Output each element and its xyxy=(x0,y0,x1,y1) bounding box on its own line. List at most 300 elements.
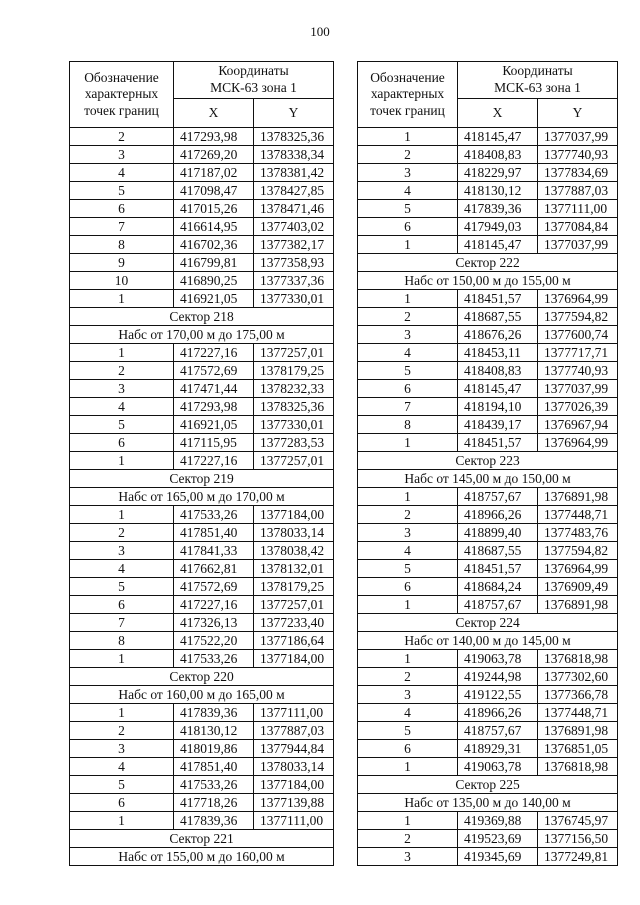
table-row xyxy=(70,416,334,434)
table-row xyxy=(70,722,334,740)
y-coordinate-cell: 1377600,74 xyxy=(538,326,618,344)
section-label: Набс от 140,00 м до 145,00 м xyxy=(358,632,618,650)
section-row xyxy=(70,668,334,686)
table-row xyxy=(358,722,618,740)
point-number-cell: 2 xyxy=(358,308,458,326)
y-coordinate-cell: 1377382,17 xyxy=(254,236,334,254)
section-row xyxy=(70,830,334,848)
point-label-line: Обозначение xyxy=(84,70,159,86)
x-coordinate-cell: 419345,69 xyxy=(458,848,538,866)
table-row xyxy=(70,290,334,308)
table-row xyxy=(70,740,334,758)
point-number-cell: 5 xyxy=(70,578,174,596)
x-coordinate-cell: 418229,97 xyxy=(458,164,538,182)
y-coordinate-cell: 1377249,81 xyxy=(538,848,618,866)
point-number-cell: 1 xyxy=(358,812,458,830)
x-coordinate-cell: 417949,03 xyxy=(458,218,538,236)
point-number-cell: 1 xyxy=(358,650,458,668)
y-coordinate-cell: 1377403,02 xyxy=(254,218,334,236)
y-coordinate-cell: 1377594,82 xyxy=(538,308,618,326)
section-row xyxy=(70,470,334,488)
x-coordinate-cell: 417851,40 xyxy=(174,758,254,776)
point-number-cell: 8 xyxy=(358,416,458,434)
y-coordinate-cell: 1377944,84 xyxy=(254,740,334,758)
y-coordinate-cell: 1377257,01 xyxy=(254,344,334,362)
x-coordinate-cell: 418145,47 xyxy=(458,380,538,398)
table-row xyxy=(70,776,334,794)
section-row xyxy=(358,632,618,650)
y-coordinate-cell: 1377330,01 xyxy=(254,290,334,308)
point-number-cell: 2 xyxy=(70,128,174,146)
x-coordinate-cell: 417533,26 xyxy=(174,650,254,668)
x-coordinate-cell: 418145,47 xyxy=(458,128,538,146)
table-row xyxy=(70,596,334,614)
point-number-cell: 5 xyxy=(358,362,458,380)
x-coordinate-cell: 418684,24 xyxy=(458,578,538,596)
x-coordinate-cell: 418687,55 xyxy=(458,308,538,326)
point-label-header xyxy=(358,62,458,128)
y-coordinate-cell: 1376891,98 xyxy=(538,488,618,506)
x-coordinate-cell: 417187,02 xyxy=(174,164,254,182)
table-row xyxy=(70,218,334,236)
x-coordinate-cell: 418194,10 xyxy=(458,398,538,416)
point-number-cell: 6 xyxy=(358,380,458,398)
y-coordinate-cell: 1377483,76 xyxy=(538,524,618,542)
section-row xyxy=(70,326,334,344)
x-coordinate-cell: 417718,26 xyxy=(174,794,254,812)
table-row xyxy=(70,434,334,452)
y-column-header: Y xyxy=(538,99,618,128)
x-coordinate-cell: 417227,16 xyxy=(174,344,254,362)
y-coordinate-cell: 1377448,71 xyxy=(538,506,618,524)
y-coordinate-cell: 1376909,49 xyxy=(538,578,618,596)
point-number-cell: 6 xyxy=(358,578,458,596)
y-coordinate-cell: 1376818,98 xyxy=(538,650,618,668)
table-row xyxy=(70,398,334,416)
x-coordinate-cell: 417227,16 xyxy=(174,452,254,470)
section-label: Набс от 160,00 м до 165,00 м xyxy=(70,686,334,704)
y-coordinate-cell: 1377233,40 xyxy=(254,614,334,632)
y-coordinate-cell: 1377111,00 xyxy=(538,200,618,218)
coordinate-system-header xyxy=(458,62,618,99)
y-coordinate-cell: 1376851,05 xyxy=(538,740,618,758)
point-number-cell: 2 xyxy=(70,362,174,380)
point-number-cell: 1 xyxy=(358,488,458,506)
x-coordinate-cell: 418130,12 xyxy=(174,722,254,740)
table-row xyxy=(358,596,618,614)
point-number-cell: 4 xyxy=(70,164,174,182)
table-row xyxy=(358,686,618,704)
y-coordinate-cell: 1378232,33 xyxy=(254,380,334,398)
y-coordinate-cell: 1376745,97 xyxy=(538,812,618,830)
y-coordinate-cell: 1377156,50 xyxy=(538,830,618,848)
point-label-line: характерных xyxy=(370,86,445,102)
table-row xyxy=(358,830,618,848)
x-coordinate-cell: 418451,57 xyxy=(458,434,538,452)
x-coordinate-cell: 418757,67 xyxy=(458,722,538,740)
system-line: МСК-63 зона 1 xyxy=(210,80,297,95)
x-coordinate-cell: 418145,47 xyxy=(458,236,538,254)
x-coordinate-cell: 417572,69 xyxy=(174,578,254,596)
section-label: Набс от 145,00 м до 150,00 м xyxy=(358,470,618,488)
point-number-cell: 3 xyxy=(70,146,174,164)
point-number-cell: 1 xyxy=(358,236,458,254)
table-row xyxy=(70,146,334,164)
table-row xyxy=(358,524,618,542)
x-coordinate-cell: 418408,83 xyxy=(458,146,538,164)
y-coordinate-cell: 1376967,94 xyxy=(538,416,618,434)
section-row xyxy=(358,470,618,488)
y-coordinate-cell: 1376964,99 xyxy=(538,434,618,452)
point-number-cell: 2 xyxy=(70,524,174,542)
point-number-cell: 5 xyxy=(70,416,174,434)
table-row xyxy=(70,812,334,830)
point-number-cell: 5 xyxy=(70,182,174,200)
x-coordinate-cell: 419244,98 xyxy=(458,668,538,686)
point-number-cell: 3 xyxy=(358,164,458,182)
y-coordinate-cell: 1377740,93 xyxy=(538,146,618,164)
y-coordinate-cell: 1377084,84 xyxy=(538,218,618,236)
table-row xyxy=(358,164,618,182)
point-number-cell: 1 xyxy=(358,128,458,146)
table-row xyxy=(358,398,618,416)
x-coordinate-cell: 419369,88 xyxy=(458,812,538,830)
table-row xyxy=(358,812,618,830)
point-label-line: точек границ xyxy=(370,102,445,118)
x-coordinate-cell: 417326,13 xyxy=(174,614,254,632)
x-coordinate-cell: 418439,17 xyxy=(458,416,538,434)
y-coordinate-cell: 1378033,14 xyxy=(254,524,334,542)
x-coordinate-cell: 416921,05 xyxy=(174,290,254,308)
y-coordinate-cell: 1378033,14 xyxy=(254,758,334,776)
section-label: Сектор 219 xyxy=(70,470,334,488)
point-number-cell: 4 xyxy=(358,182,458,200)
x-coordinate-cell: 417839,36 xyxy=(174,812,254,830)
x-coordinate-cell: 418453,11 xyxy=(458,344,538,362)
point-number-cell: 4 xyxy=(70,398,174,416)
table-row xyxy=(358,506,618,524)
y-coordinate-cell: 1377186,64 xyxy=(254,632,334,650)
y-coordinate-cell: 1377448,71 xyxy=(538,704,618,722)
table-row xyxy=(358,758,618,776)
section-label: Набс от 135,00 м до 140,00 м xyxy=(358,794,618,812)
table-row xyxy=(358,578,618,596)
section-label: Сектор 223 xyxy=(358,452,618,470)
table-row xyxy=(70,128,334,146)
section-row xyxy=(358,794,618,812)
table-row xyxy=(70,542,334,560)
point-number-cell: 4 xyxy=(358,704,458,722)
point-label-header xyxy=(70,62,174,128)
table-row xyxy=(358,560,618,578)
x-coordinate-cell: 416702,36 xyxy=(174,236,254,254)
x-coordinate-cell: 417851,40 xyxy=(174,524,254,542)
point-number-cell: 5 xyxy=(70,776,174,794)
point-number-cell: 1 xyxy=(358,596,458,614)
y-coordinate-cell: 1377887,03 xyxy=(538,182,618,200)
y-coordinate-cell: 1377330,01 xyxy=(254,416,334,434)
point-number-cell: 1 xyxy=(70,452,174,470)
x-coordinate-cell: 418451,57 xyxy=(458,560,538,578)
x-coordinate-cell: 416890,25 xyxy=(174,272,254,290)
y-coordinate-cell: 1377257,01 xyxy=(254,452,334,470)
x-coordinate-cell: 418019,86 xyxy=(174,740,254,758)
table-row xyxy=(70,650,334,668)
point-number-cell: 1 xyxy=(70,650,174,668)
table-row xyxy=(70,794,334,812)
x-coordinate-cell: 417533,26 xyxy=(174,506,254,524)
y-coordinate-cell: 1378179,25 xyxy=(254,362,334,380)
point-number-cell: 3 xyxy=(70,380,174,398)
x-coordinate-cell: 417572,69 xyxy=(174,362,254,380)
section-row xyxy=(70,686,334,704)
section-row xyxy=(70,488,334,506)
section-row xyxy=(358,452,618,470)
table-row xyxy=(70,200,334,218)
x-coordinate-cell: 417227,16 xyxy=(174,596,254,614)
x-coordinate-cell: 418687,55 xyxy=(458,542,538,560)
section-label: Сектор 222 xyxy=(358,254,618,272)
section-row xyxy=(70,308,334,326)
point-number-cell: 4 xyxy=(358,542,458,560)
x-coordinate-cell: 417839,36 xyxy=(174,704,254,722)
x-coordinate-cell: 419063,78 xyxy=(458,650,538,668)
coordinate-system-header xyxy=(174,62,334,99)
x-coordinate-cell: 419523,69 xyxy=(458,830,538,848)
y-coordinate-cell: 1376964,99 xyxy=(538,560,618,578)
table-row xyxy=(358,218,618,236)
point-number-cell: 5 xyxy=(358,560,458,578)
y-coordinate-cell: 1378325,36 xyxy=(254,128,334,146)
table-row xyxy=(358,362,618,380)
table-row xyxy=(70,614,334,632)
table-row xyxy=(358,434,618,452)
y-coordinate-cell: 1377366,78 xyxy=(538,686,618,704)
section-row xyxy=(358,272,618,290)
point-number-cell: 7 xyxy=(70,614,174,632)
x-coordinate-cell: 417098,47 xyxy=(174,182,254,200)
x-coordinate-cell: 416614,95 xyxy=(174,218,254,236)
table-row xyxy=(358,128,618,146)
point-number-cell: 2 xyxy=(358,830,458,848)
section-label: Набс от 150,00 м до 155,00 м xyxy=(358,272,618,290)
y-coordinate-cell: 1377302,60 xyxy=(538,668,618,686)
y-coordinate-cell: 1376891,98 xyxy=(538,596,618,614)
table-row xyxy=(70,164,334,182)
x-coordinate-cell: 417841,33 xyxy=(174,542,254,560)
y-coordinate-cell: 1378381,42 xyxy=(254,164,334,182)
point-number-cell: 6 xyxy=(70,794,174,812)
table-row xyxy=(358,344,618,362)
point-number-cell: 3 xyxy=(358,686,458,704)
coordinates-table-left xyxy=(69,61,334,866)
y-coordinate-cell: 1376818,98 xyxy=(538,758,618,776)
table-row xyxy=(70,758,334,776)
table-row xyxy=(70,452,334,470)
point-number-cell: 7 xyxy=(358,398,458,416)
y-coordinate-cell: 1378325,36 xyxy=(254,398,334,416)
y-coordinate-cell: 1377257,01 xyxy=(254,596,334,614)
point-number-cell: 2 xyxy=(358,668,458,686)
point-number-cell: 3 xyxy=(358,326,458,344)
section-label: Сектор 225 xyxy=(358,776,618,794)
point-number-cell: 3 xyxy=(70,740,174,758)
x-coordinate-cell: 418451,57 xyxy=(458,290,538,308)
point-number-cell: 4 xyxy=(70,560,174,578)
y-column-header: Y xyxy=(254,99,334,128)
x-coordinate-cell: 417533,26 xyxy=(174,776,254,794)
x-coordinate-cell: 418757,67 xyxy=(458,488,538,506)
point-number-cell: 3 xyxy=(70,542,174,560)
point-number-cell: 7 xyxy=(70,218,174,236)
point-number-cell: 6 xyxy=(358,218,458,236)
table-row xyxy=(70,704,334,722)
y-coordinate-cell: 1377594,82 xyxy=(538,542,618,560)
point-label-line: Обозначение xyxy=(370,70,445,86)
y-coordinate-cell: 1377111,00 xyxy=(254,812,334,830)
y-coordinate-cell: 1378179,25 xyxy=(254,578,334,596)
y-coordinate-cell: 1377184,00 xyxy=(254,650,334,668)
point-number-cell: 8 xyxy=(70,632,174,650)
point-number-cell: 2 xyxy=(358,506,458,524)
y-coordinate-cell: 1377111,00 xyxy=(254,704,334,722)
table-row xyxy=(358,146,618,164)
table-row xyxy=(70,272,334,290)
x-coordinate-cell: 418966,26 xyxy=(458,506,538,524)
page-number: 100 xyxy=(310,24,330,39)
y-coordinate-cell: 1377139,88 xyxy=(254,794,334,812)
y-coordinate-cell: 1377283,53 xyxy=(254,434,334,452)
x-column-header: X xyxy=(174,99,254,128)
point-number-cell: 1 xyxy=(358,434,458,452)
y-coordinate-cell: 1378427,85 xyxy=(254,182,334,200)
y-coordinate-cell: 1377740,93 xyxy=(538,362,618,380)
table-row xyxy=(358,200,618,218)
section-label: Сектор 218 xyxy=(70,308,334,326)
point-label-line: точек границ xyxy=(84,102,159,118)
section-label: Набс от 165,00 м до 170,00 м xyxy=(70,488,334,506)
table-row xyxy=(358,740,618,758)
point-number-cell: 9 xyxy=(70,254,174,272)
section-label: Набс от 170,00 м до 175,00 м xyxy=(70,326,334,344)
point-number-cell: 1 xyxy=(70,506,174,524)
point-number-cell: 6 xyxy=(70,596,174,614)
point-number-cell: 4 xyxy=(358,344,458,362)
table-row xyxy=(358,650,618,668)
table-row xyxy=(70,560,334,578)
point-number-cell: 1 xyxy=(70,704,174,722)
x-coordinate-cell: 417662,81 xyxy=(174,560,254,578)
point-label-line: характерных xyxy=(84,86,159,102)
y-coordinate-cell: 1378471,46 xyxy=(254,200,334,218)
y-coordinate-cell: 1377184,00 xyxy=(254,776,334,794)
section-label: Сектор 220 xyxy=(70,668,334,686)
section-label: Набс от 155,00 м до 160,00 м xyxy=(70,848,334,866)
section-row xyxy=(358,776,618,794)
table-row xyxy=(70,380,334,398)
table-row xyxy=(358,416,618,434)
x-column-header: X xyxy=(458,99,538,128)
table-row xyxy=(358,290,618,308)
table-row xyxy=(358,488,618,506)
point-number-cell: 5 xyxy=(358,200,458,218)
system-line: Координаты xyxy=(502,63,573,79)
point-number-cell: 1 xyxy=(358,290,458,308)
system-line: Координаты xyxy=(218,63,289,79)
table-row xyxy=(358,704,618,722)
table-row xyxy=(70,632,334,650)
y-coordinate-cell: 1378132,01 xyxy=(254,560,334,578)
point-number-cell: 2 xyxy=(358,146,458,164)
y-coordinate-cell: 1376891,98 xyxy=(538,722,618,740)
table-row xyxy=(70,524,334,542)
coordinates-table-right xyxy=(357,61,618,866)
table-row xyxy=(70,236,334,254)
x-coordinate-cell: 416921,05 xyxy=(174,416,254,434)
point-number-cell: 1 xyxy=(358,758,458,776)
table-row xyxy=(358,848,618,866)
x-coordinate-cell: 417269,20 xyxy=(174,146,254,164)
point-number-cell: 10 xyxy=(70,272,174,290)
table-row xyxy=(358,668,618,686)
x-coordinate-cell: 418130,12 xyxy=(458,182,538,200)
x-coordinate-cell: 418408,83 xyxy=(458,362,538,380)
point-number-cell: 4 xyxy=(70,758,174,776)
section-row xyxy=(358,614,618,632)
table-row xyxy=(358,380,618,398)
table-row xyxy=(70,362,334,380)
table-row xyxy=(70,254,334,272)
y-coordinate-cell: 1377337,36 xyxy=(254,272,334,290)
x-coordinate-cell: 417471,44 xyxy=(174,380,254,398)
x-coordinate-cell: 417293,98 xyxy=(174,128,254,146)
point-number-cell: 3 xyxy=(358,524,458,542)
x-coordinate-cell: 418757,67 xyxy=(458,596,538,614)
y-coordinate-cell: 1376964,99 xyxy=(538,290,618,308)
x-coordinate-cell: 419063,78 xyxy=(458,758,538,776)
section-label: Сектор 221 xyxy=(70,830,334,848)
table-row xyxy=(358,182,618,200)
y-coordinate-cell: 1377037,99 xyxy=(538,128,618,146)
table-row xyxy=(358,236,618,254)
x-coordinate-cell: 419122,55 xyxy=(458,686,538,704)
x-coordinate-cell: 418929,31 xyxy=(458,740,538,758)
point-number-cell: 1 xyxy=(70,344,174,362)
point-number-cell: 1 xyxy=(70,290,174,308)
point-number-cell: 1 xyxy=(70,812,174,830)
x-coordinate-cell: 418676,26 xyxy=(458,326,538,344)
x-coordinate-cell: 416799,81 xyxy=(174,254,254,272)
y-coordinate-cell: 1377358,93 xyxy=(254,254,334,272)
section-row xyxy=(70,848,334,866)
point-number-cell: 3 xyxy=(358,848,458,866)
y-coordinate-cell: 1378338,34 xyxy=(254,146,334,164)
table-row xyxy=(70,506,334,524)
y-coordinate-cell: 1378038,42 xyxy=(254,542,334,560)
table-row xyxy=(70,182,334,200)
x-coordinate-cell: 418966,26 xyxy=(458,704,538,722)
point-number-cell: 5 xyxy=(358,722,458,740)
table-row xyxy=(70,344,334,362)
x-coordinate-cell: 418899,40 xyxy=(458,524,538,542)
section-row xyxy=(358,254,618,272)
table-row xyxy=(70,578,334,596)
x-coordinate-cell: 417839,36 xyxy=(458,200,538,218)
x-coordinate-cell: 417015,26 xyxy=(174,200,254,218)
point-number-cell: 2 xyxy=(70,722,174,740)
y-coordinate-cell: 1377887,03 xyxy=(254,722,334,740)
table-row xyxy=(358,542,618,560)
